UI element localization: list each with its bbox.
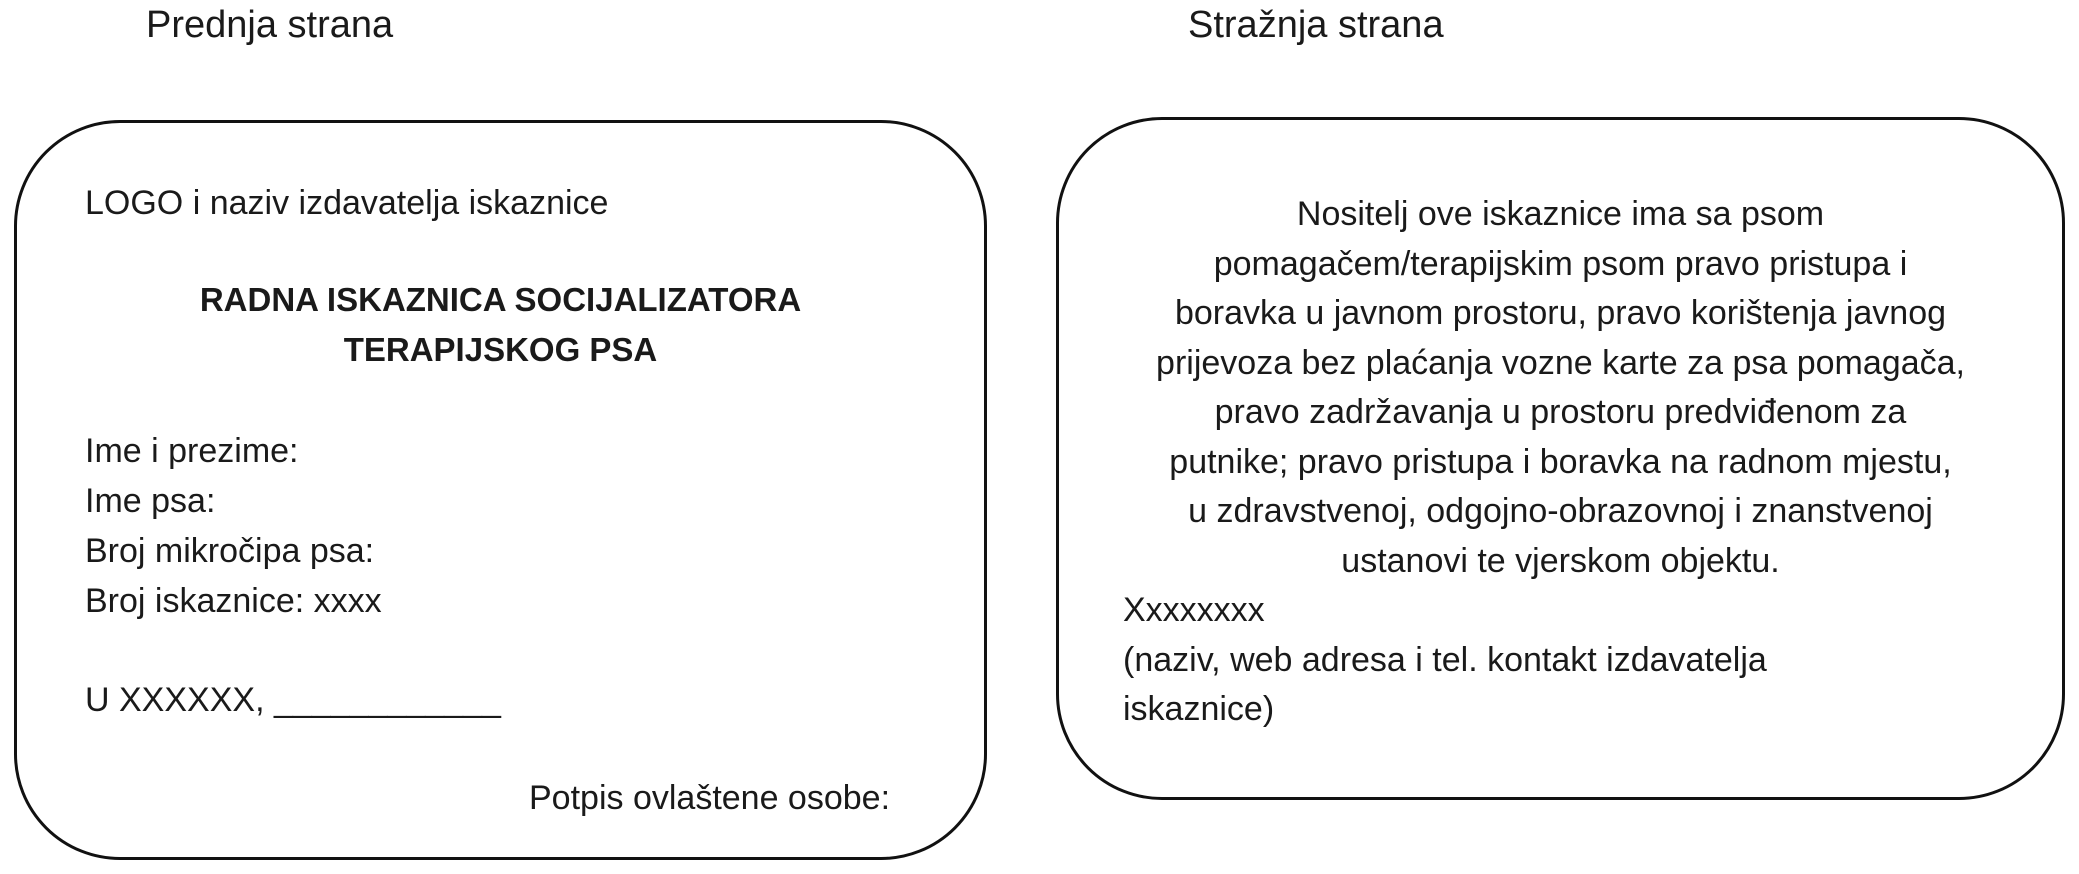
place-date-line: U XXXXXX, ____________ bbox=[85, 681, 501, 719]
issuer-contact-line: (naziv, web adresa i tel. kontakt izdavatelja bbox=[1123, 640, 1767, 679]
rights-text-line: putnike; pravo pristupa i boravka na radnom mjestu, bbox=[1169, 442, 1952, 481]
issuer-contact-block bbox=[1123, 586, 1767, 735]
issuer-logo-line: LOGO i naziv izdavatelja iskaznice bbox=[85, 184, 609, 222]
issuer-placeholder: Xxxxxxxx bbox=[1123, 591, 1265, 629]
field-card-number: Broj iskaznice: xxxx bbox=[85, 582, 382, 620]
rights-text-line: Nositelj ove iskaznice ima sa psom bbox=[1296, 195, 1825, 233]
holder-fields bbox=[85, 426, 382, 626]
field-microchip: Broj mikročipa psa: bbox=[85, 532, 375, 570]
rights-text-line: pomagačem/terapijskim psom pravo pristupa i bbox=[1213, 244, 1908, 283]
rights-text-line: u zdravstvenoj, odgojno-obrazovnoj i znanstvenoj bbox=[1188, 492, 1933, 530]
issuer-contact-line: iskaznice) bbox=[1123, 690, 1275, 728]
front-card bbox=[14, 120, 987, 860]
field-name-surname: Ime i prezime: bbox=[85, 432, 299, 470]
signature-label: Potpis ovlaštene osobe: bbox=[529, 779, 891, 817]
rights-text-line: ustanovi te vjerskom objektu. bbox=[1341, 541, 1780, 580]
rights-text-line: pravo zadržavanja u prostoru predviđenom za bbox=[1214, 393, 1907, 431]
card-title-line: RADNA ISKAZNICA SOCIJALIZATORA bbox=[199, 281, 802, 318]
card-title bbox=[17, 275, 984, 375]
back-card bbox=[1056, 117, 2065, 800]
card-title-line: TERAPIJSKOG PSA bbox=[343, 331, 658, 368]
front-side-label: Prednja strana bbox=[146, 4, 394, 46]
field-dog-name: Ime psa: bbox=[85, 482, 216, 520]
back-side-label: Stražnja strana bbox=[1188, 4, 1444, 46]
rights-text-line: boravka u javnom prostoru, pravo korištenja javnog bbox=[1174, 294, 1947, 332]
rights-text-line: prijevoza bez plaćanja vozne karte za psa pomagača, bbox=[1156, 343, 1965, 382]
rights-text bbox=[1125, 190, 1996, 586]
